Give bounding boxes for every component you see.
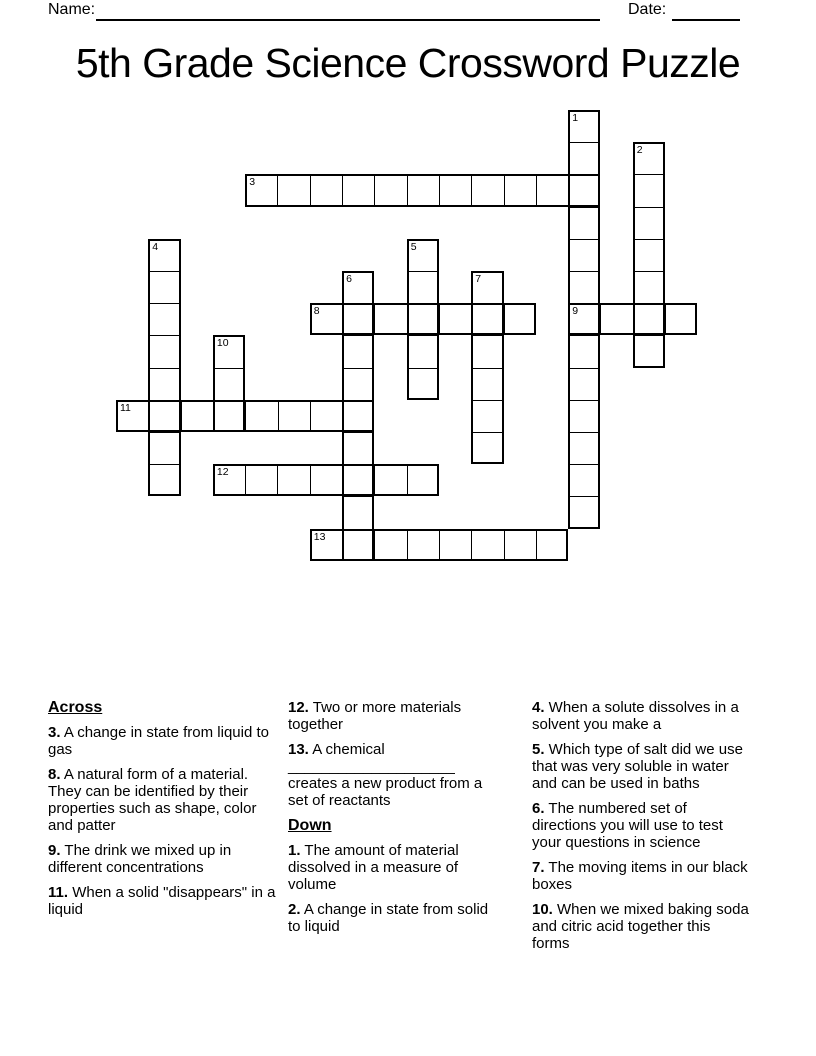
crossword-cell[interactable] bbox=[245, 466, 277, 494]
crossword-cell[interactable] bbox=[278, 402, 310, 430]
crossword-cell[interactable] bbox=[570, 432, 598, 464]
crossword-cell[interactable] bbox=[344, 432, 372, 464]
clue-number: 9. bbox=[48, 842, 61, 859]
crossword-cell[interactable] bbox=[344, 368, 372, 400]
crossword-cell[interactable] bbox=[471, 176, 503, 204]
crossword-cell[interactable] bbox=[344, 496, 372, 528]
crossword-cell[interactable] bbox=[342, 466, 374, 494]
clue-number: 12. bbox=[288, 699, 309, 716]
crossword-cell[interactable] bbox=[439, 176, 471, 204]
crossword-cell[interactable] bbox=[439, 305, 471, 333]
crossword-cell[interactable] bbox=[277, 176, 309, 204]
crossword-cell[interactable] bbox=[409, 368, 437, 400]
crossword-word-7-down bbox=[471, 271, 503, 464]
crossword-word-12-across bbox=[213, 464, 439, 496]
clue-number: 13. bbox=[288, 741, 309, 758]
clue-number: 4. bbox=[532, 699, 545, 716]
cell-number: 2 bbox=[636, 144, 643, 157]
crossword-word-13-across bbox=[310, 529, 568, 561]
crossword-cell[interactable] bbox=[570, 239, 598, 271]
crossword-cell[interactable] bbox=[504, 176, 536, 204]
crossword-cell[interactable] bbox=[409, 335, 437, 367]
crossword-cell[interactable] bbox=[473, 400, 501, 432]
crossword-cell[interactable] bbox=[633, 305, 665, 333]
clue-2: 2. A change in state from solid to liquid bbox=[288, 901, 489, 935]
crossword-cell[interactable] bbox=[471, 305, 503, 333]
crossword-cell[interactable] bbox=[635, 239, 663, 271]
crossword-cell[interactable] bbox=[150, 368, 178, 400]
crossword-cell[interactable] bbox=[407, 305, 439, 333]
crossword-cell[interactable] bbox=[213, 402, 245, 430]
crossword-word-11-across bbox=[116, 400, 374, 432]
crossword-cell[interactable] bbox=[570, 496, 598, 528]
crossword-cell[interactable] bbox=[570, 464, 598, 496]
crossword-word-4-down bbox=[148, 239, 180, 497]
clue-8: 8. A natural form of a material. They can be identified by their properties such as shape, color and patter bbox=[48, 766, 257, 834]
clue-number: 10. bbox=[532, 901, 553, 918]
crossword-cell[interactable] bbox=[570, 207, 598, 239]
crossword-cell[interactable] bbox=[570, 271, 598, 303]
clue-11: 11. When a solid "disappears" in a liquid bbox=[48, 884, 276, 918]
crossword-cell[interactable] bbox=[536, 176, 568, 204]
clue-number: 11. bbox=[48, 884, 69, 901]
page-title: 5th Grade Science Crossword Puzzle bbox=[75, 40, 741, 86]
crossword-cell[interactable] bbox=[407, 176, 439, 204]
crossword-cell[interactable] bbox=[342, 176, 374, 204]
clue-number: 1. bbox=[288, 842, 301, 859]
crossword-cell[interactable] bbox=[570, 142, 598, 174]
crossword-cell[interactable] bbox=[635, 174, 663, 206]
crossword-cell[interactable] bbox=[473, 368, 501, 400]
clue-4: 4. When a solute dissolves in a solvent you make a bbox=[532, 699, 739, 733]
crossword-cell[interactable] bbox=[342, 402, 374, 430]
crossword-cell[interactable] bbox=[473, 335, 501, 367]
crossword-cell[interactable] bbox=[407, 531, 439, 559]
crossword-cell[interactable] bbox=[374, 305, 406, 333]
clue-12: 12. Two or more materials together bbox=[288, 699, 462, 733]
crossword-cell[interactable] bbox=[150, 432, 178, 464]
clue-7: 7. The moving items in our black boxes bbox=[532, 859, 748, 893]
clue-3: 3. A change in state from liquid to gas bbox=[48, 724, 269, 758]
crossword-cell[interactable] bbox=[374, 176, 406, 204]
down-clues-heading: Down bbox=[288, 817, 332, 834]
crossword-cell[interactable] bbox=[374, 531, 406, 559]
crossword-cell[interactable] bbox=[150, 335, 178, 367]
crossword-cell[interactable] bbox=[150, 271, 178, 303]
clue-6: 6. The numbered set of directions you will use to test your questions in science bbox=[532, 800, 723, 851]
cell-number: 3 bbox=[249, 176, 256, 189]
date-label: Date: bbox=[628, 1, 667, 18]
cell-number: 1 bbox=[572, 112, 579, 124]
clue-number: 7. bbox=[532, 859, 545, 876]
crossword-cell[interactable] bbox=[277, 466, 309, 494]
crossword-cell[interactable] bbox=[310, 176, 342, 204]
crossword-cell[interactable] bbox=[536, 531, 568, 559]
crossword-cell[interactable] bbox=[245, 402, 277, 430]
across-clues-heading: Across bbox=[48, 699, 103, 716]
cell-number: 4 bbox=[152, 240, 159, 253]
cell-number: 5 bbox=[410, 240, 417, 253]
cell-number: 13 bbox=[313, 530, 326, 543]
clue-13: 13. A chemical ____________________ creates a new product from a set of reactants bbox=[288, 741, 483, 809]
cell-number: 10 bbox=[216, 337, 229, 350]
crossword-cell[interactable] bbox=[635, 271, 663, 303]
crossword-cell[interactable] bbox=[504, 305, 536, 333]
crossword-word-9-across bbox=[568, 303, 697, 335]
crossword-cell[interactable] bbox=[473, 432, 501, 464]
crossword-cell[interactable] bbox=[148, 402, 180, 430]
crossword-cell[interactable] bbox=[344, 335, 372, 367]
cell-number: 6 bbox=[346, 273, 352, 285]
crossword-cell[interactable] bbox=[150, 464, 178, 496]
clue-number: 3. bbox=[48, 724, 61, 741]
crossword-cell[interactable] bbox=[374, 466, 406, 494]
name-label: Name: bbox=[48, 1, 96, 18]
clue-1: 1. The amount of material dissolved in a measure of volume bbox=[288, 842, 459, 893]
crossword-cell[interactable] bbox=[635, 335, 663, 367]
clue-5: 5. Which type of salt did we use that was very soluble in water and can be used in baths bbox=[532, 741, 743, 792]
cell-number: 11 bbox=[120, 401, 131, 414]
cell-number: 12 bbox=[216, 466, 229, 479]
clue-number: 2. bbox=[288, 901, 301, 918]
crossword-cell[interactable] bbox=[570, 400, 598, 432]
clue-10: 10. When we mixed baking soda and citric acid together this forms bbox=[532, 901, 749, 952]
clue-column-1 bbox=[48, 699, 280, 926]
clue-number: 8. bbox=[48, 766, 61, 783]
cell-number: 7 bbox=[475, 273, 482, 285]
crossword-cell[interactable] bbox=[570, 335, 598, 367]
crossword-word-8-across bbox=[310, 303, 536, 335]
crossword-cell[interactable] bbox=[407, 466, 439, 494]
clue-number: 6. bbox=[532, 800, 545, 817]
crossword-cell[interactable] bbox=[181, 402, 213, 430]
clue-column-3 bbox=[532, 699, 750, 960]
crossword-word-3-across bbox=[245, 174, 600, 206]
cell-number: 8 bbox=[313, 305, 320, 318]
crossword-cell[interactable] bbox=[342, 305, 374, 333]
crossword-cell[interactable] bbox=[665, 305, 697, 333]
crossword-cell[interactable] bbox=[504, 531, 536, 559]
cell-number: 9 bbox=[572, 305, 579, 318]
crossword-cell[interactable] bbox=[150, 303, 178, 335]
crossword-cell[interactable] bbox=[215, 368, 243, 400]
clue-9: 9. The drink we mixed up in different concentrations bbox=[48, 842, 232, 876]
crossword-cell[interactable] bbox=[342, 531, 374, 559]
clue-column-2 bbox=[288, 699, 500, 943]
crossword-cell[interactable] bbox=[310, 466, 342, 494]
crossword-cell[interactable] bbox=[635, 207, 663, 239]
crossword-cell[interactable] bbox=[471, 531, 503, 559]
crossword-cell[interactable] bbox=[600, 305, 632, 333]
crossword-cell[interactable] bbox=[310, 402, 342, 430]
crossword-cell[interactable] bbox=[409, 271, 437, 303]
clue-number: 5. bbox=[532, 741, 545, 758]
crossword-cell[interactable] bbox=[568, 176, 600, 204]
crossword-cell[interactable] bbox=[439, 531, 471, 559]
crossword-cell[interactable] bbox=[570, 368, 598, 400]
